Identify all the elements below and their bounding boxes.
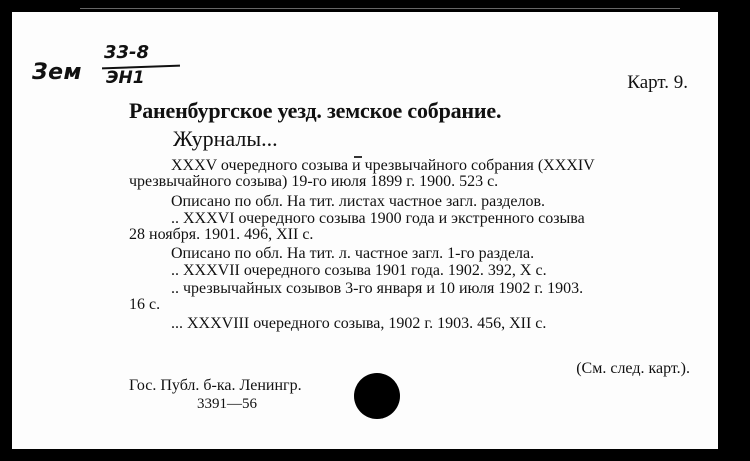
entry-6-line-2: 16 с.: [129, 296, 161, 313]
punch-hole: [354, 373, 400, 419]
shelf-mark-prefix: Зем: [32, 60, 83, 85]
scan-edge-line: [80, 8, 680, 9]
entry-6-line-1: .. чрезвычайных созывов 3-го января и 10 июля 1902 г. 1903.: [171, 280, 584, 297]
entry-7: [129, 316, 719, 332]
card-subtitle: Журналы...: [173, 126, 278, 151]
entry-1-line-2: чрезвычайного созыва) 19-го июля 1899 г. 1900. 523 с.: [129, 173, 499, 190]
top-scan-border: [0, 0, 750, 12]
entry-5: [129, 263, 719, 279]
entry-1: [129, 158, 719, 190]
library-code: 3391—56: [197, 396, 257, 412]
shelf-mark-denominator: ЭН1: [106, 68, 145, 88]
see-next-card: (См. след. карт.).: [576, 360, 690, 377]
entry-1-line-1: XXXV очередного созыва и чрезвычайного собрания (XXXIV: [171, 157, 595, 174]
shelf-mark-numerator: 33-8: [104, 42, 150, 63]
catalog-card: [12, 12, 718, 449]
library-name: Гос. Публ. б-ка. Ленингр.: [129, 377, 302, 394]
entry-3-line-2: 28 ноября. 1901. 496, XII с.: [129, 226, 314, 243]
entry-6: [129, 281, 719, 313]
card-number: Карт. 9.: [627, 72, 688, 93]
entry-2: [129, 194, 719, 210]
card-heading: Раненбургское уезд. земское собрание.: [129, 98, 502, 123]
entry-3: [129, 211, 719, 243]
entry-7-line-1: ... XXXVIII очередного созыва, 1902 г. 1903. 456, XII с.: [171, 315, 547, 332]
entry-2-line-1: Описано по обл. На тит. листах частное загл. разделов.: [171, 193, 546, 210]
entry-5-line-1: .. XXXVII очередного созыва 1901 года. 1902. 392, X с.: [171, 262, 547, 279]
entry-3-line-1: .. XXXVI очередного созыва 1900 года и экстренного созыва: [171, 210, 585, 227]
entry-4-line-1: Описано по обл. На тит. л. частное загл. 1-го раздела.: [171, 245, 535, 262]
entry-4: [129, 246, 719, 262]
